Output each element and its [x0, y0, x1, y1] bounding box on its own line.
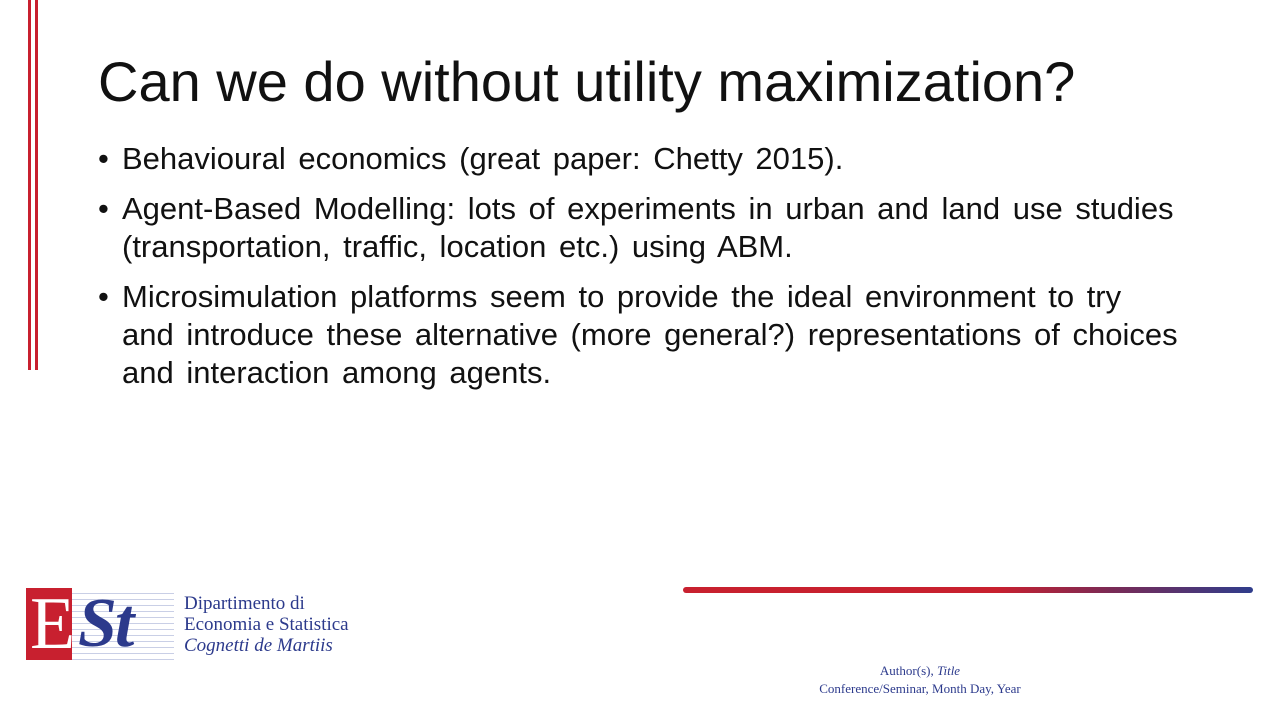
logo-letters-st: St [78, 585, 133, 662]
footer-title: Title [936, 663, 961, 678]
left-accent-rule [35, 0, 38, 370]
slide-title: Can we do without utility maximization? [98, 50, 1076, 113]
bullet-text: Agent-Based Modelling: lots of experiments in urban and land use studies (transportation, traffic, location etc.) using ABM. [122, 191, 1174, 264]
bullet-dot-icon: • [98, 191, 109, 226]
bullet-dot-icon: • [98, 279, 109, 314]
footer-author: Author(s), [879, 663, 937, 678]
footer-divider-line [683, 587, 1253, 593]
bullet-text: Behavioural economics (great paper: Chetty 2015). [122, 141, 844, 176]
logo-line-1: Dipartimento di [184, 592, 305, 614]
department-logo [26, 583, 349, 665]
bullet-item [98, 140, 1178, 178]
logo-wordmark [184, 593, 349, 656]
est-logo-mark [26, 583, 174, 665]
slide-footer [790, 662, 1050, 698]
logo-line-2: Economia e Statistica [184, 613, 349, 635]
logo-letter-e: E [30, 583, 76, 665]
logo-line-3: Cognetti de Martiis [184, 634, 333, 656]
bullet-text: Microsimulation platforms seem to provide the ideal environment to try and introduce these alternative (more general?) representations of choices and interaction among agents. [122, 279, 1178, 390]
footer-author-title [790, 662, 1050, 680]
bullet-item [98, 190, 1178, 266]
bullet-list [98, 140, 1178, 404]
footer-event: Conference/Seminar, Month Day, Year [819, 681, 1021, 696]
bullet-dot-icon: • [98, 141, 109, 176]
left-accent-rule [28, 0, 31, 370]
bullet-item [98, 278, 1178, 392]
